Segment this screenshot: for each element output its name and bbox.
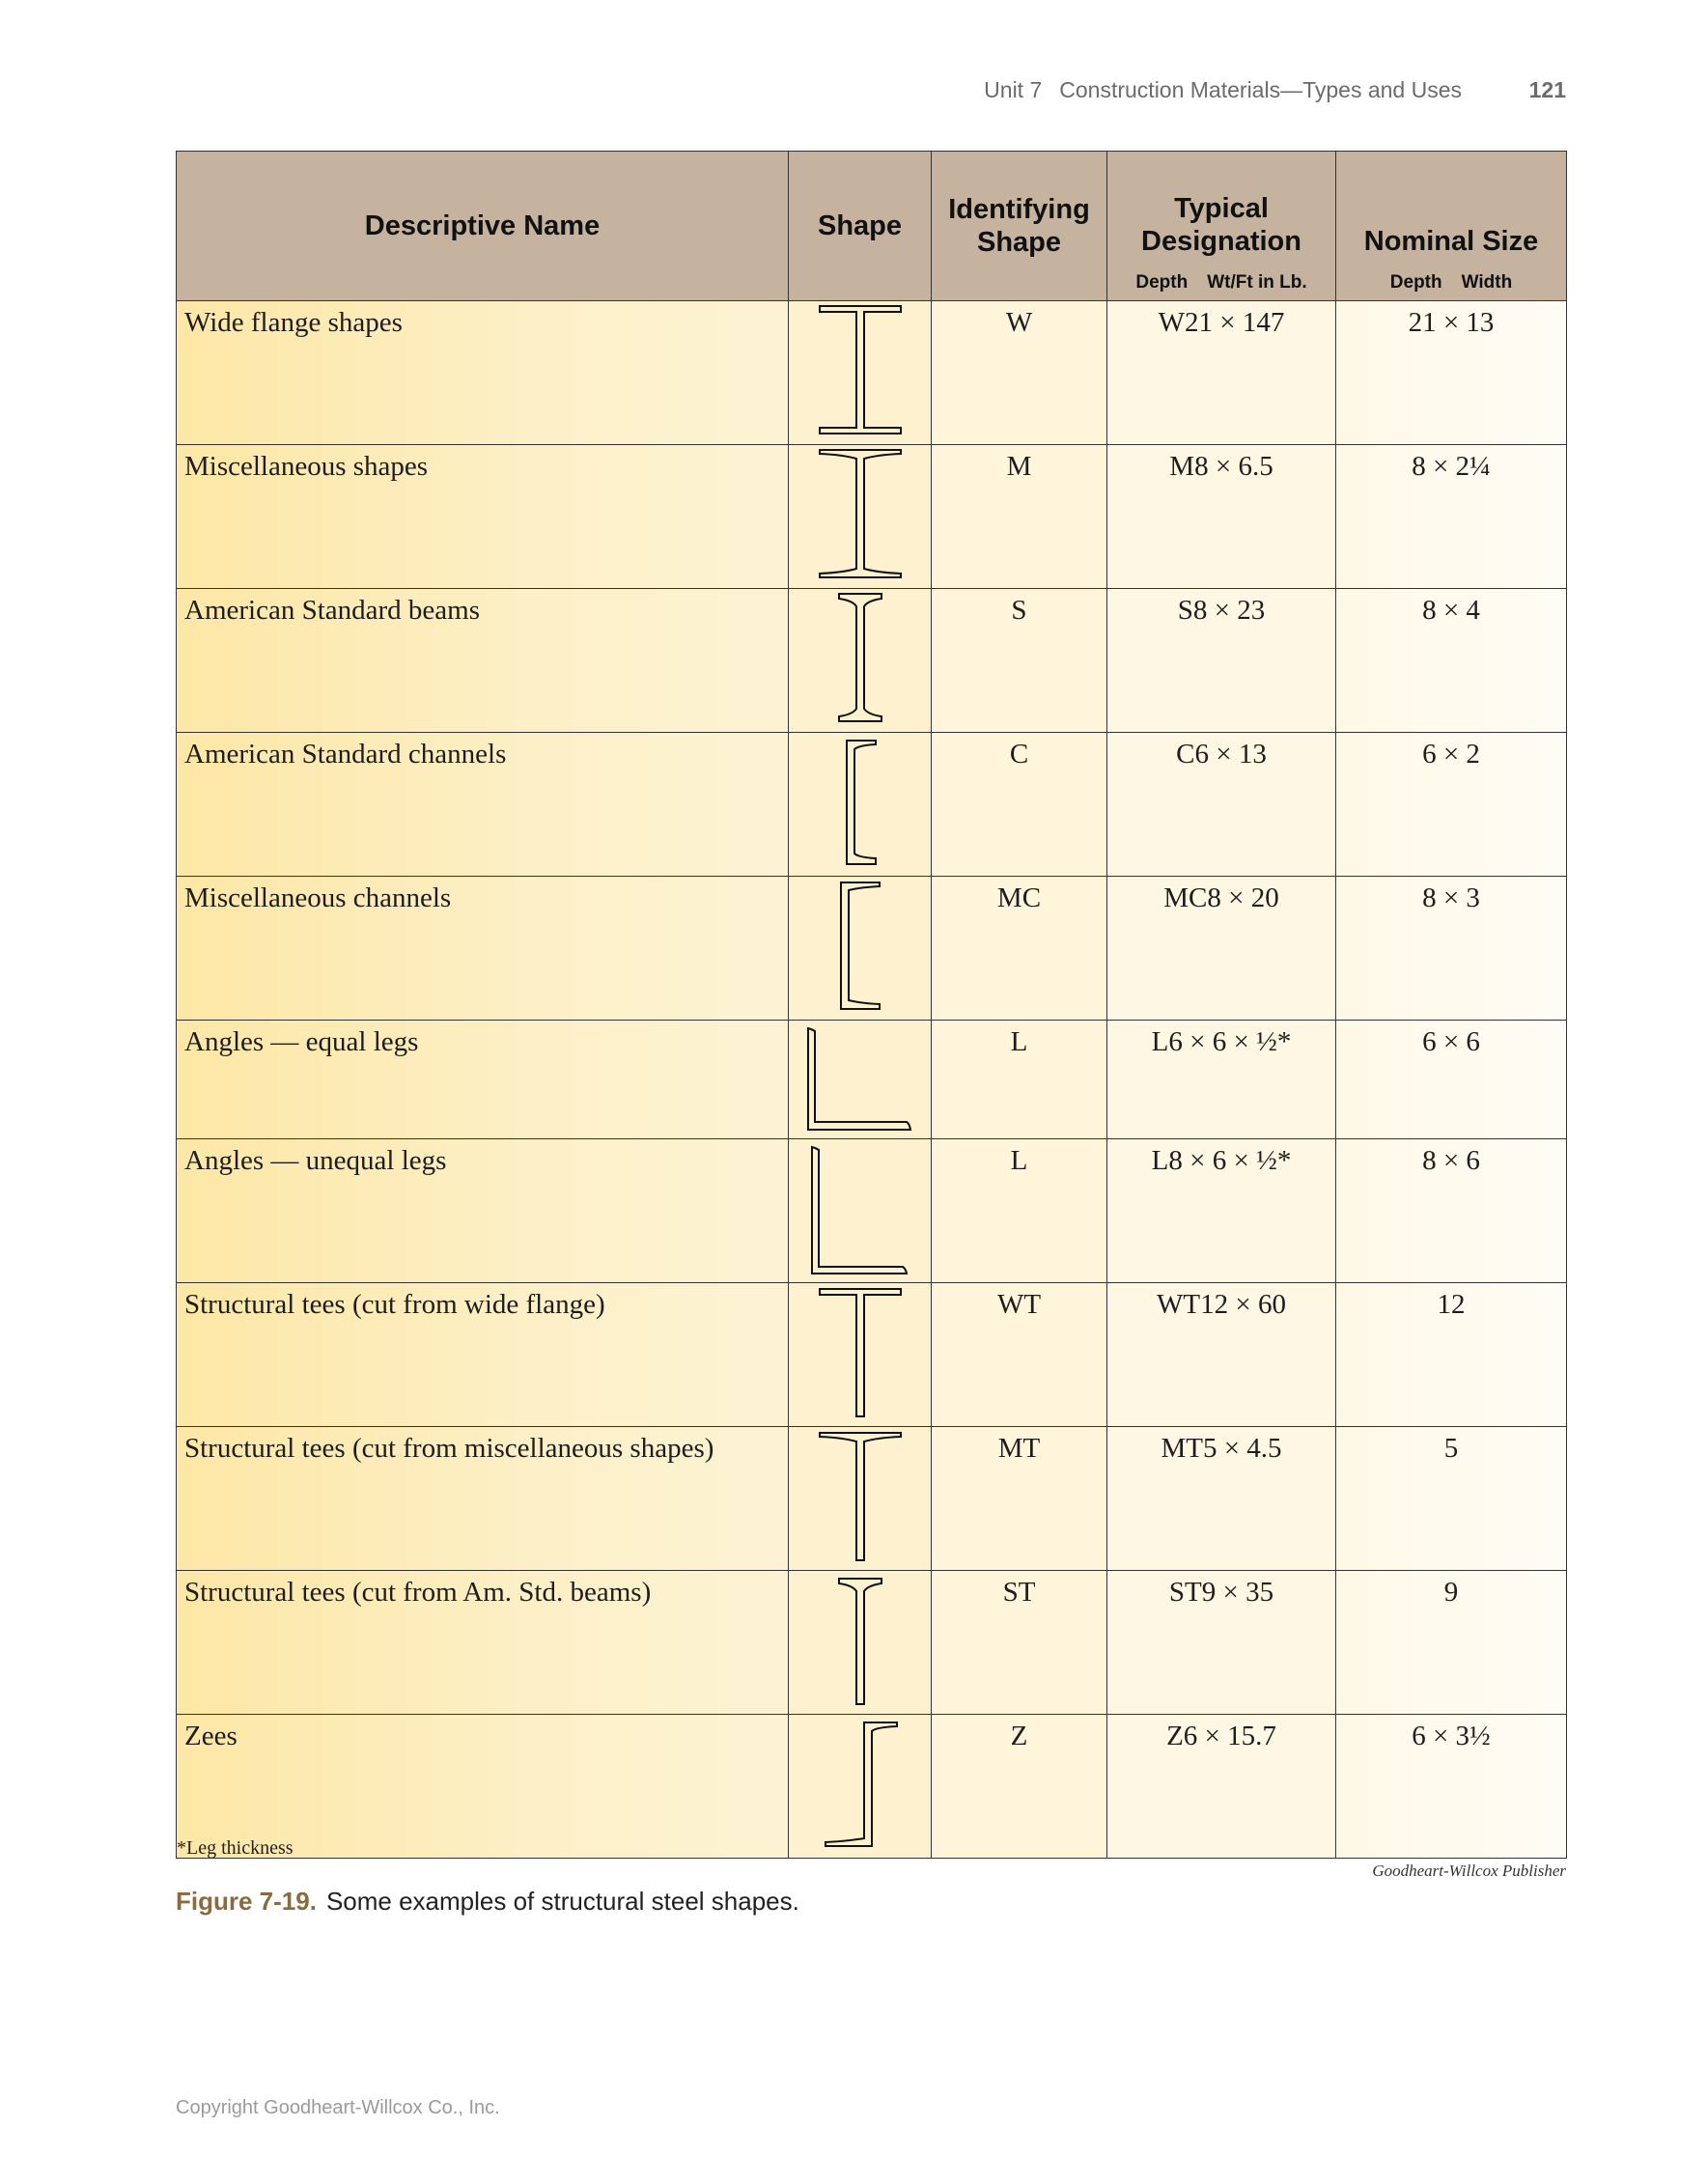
row-code: M — [932, 445, 1107, 589]
row-designation: L6 × 6 × ½* — [1107, 1021, 1336, 1139]
unequal-angle-shape-icon — [789, 1139, 932, 1280]
row-shape-cell — [789, 1283, 932, 1427]
row-name: Miscellaneous shapes — [177, 445, 789, 589]
row-designation: ST9 × 35 — [1107, 1571, 1336, 1715]
header-nominal-subheaders — [1336, 266, 1567, 301]
table-row — [177, 1283, 1567, 1427]
header-identifying-shape — [932, 152, 1107, 301]
publisher-credit: Goodheart-Willcox Publisher — [1372, 1862, 1566, 1880]
figure-label: Figure 7-19. — [176, 1887, 317, 1916]
row-shape-cell — [789, 301, 932, 445]
zee-shape-icon — [789, 1715, 932, 1856]
row-name: Structural tees (cut from Am. Std. beams) — [177, 1571, 789, 1715]
row-name: Miscellaneous channels — [177, 877, 789, 1021]
standard-beam-shape-icon — [789, 589, 932, 730]
table-row — [177, 1021, 1567, 1139]
equal-angle-shape-icon — [789, 1021, 932, 1136]
row-designation: MC8 × 20 — [1107, 877, 1336, 1021]
subheader-nominal-width: Width — [1461, 272, 1513, 293]
row-nominal-size: 8 × 4 — [1336, 589, 1567, 733]
table-row — [177, 1427, 1567, 1571]
subheader-nominal-depth: Depth — [1389, 272, 1442, 293]
row-name: Angles — unequal legs — [177, 1139, 789, 1283]
row-name: Structural tees (cut from wide flange) — [177, 1283, 789, 1427]
row-shape-cell — [789, 1139, 932, 1283]
header-designation-subheaders — [1107, 266, 1336, 301]
miscellaneous-tee-shape-icon — [789, 1427, 932, 1568]
row-name: Wide flange shapes — [177, 301, 789, 445]
row-nominal-size: 6 × 6 — [1336, 1021, 1567, 1139]
table-footnote: *Leg thickness — [177, 1837, 294, 1859]
copyright-notice: Copyright Goodheart-Willcox Co., Inc. — [176, 2097, 500, 2118]
running-head-unit: Unit 7 — [984, 77, 1043, 102]
row-shape-cell — [789, 445, 932, 589]
row-designation: MT5 × 4.5 — [1107, 1427, 1336, 1571]
table-row — [177, 445, 1567, 589]
row-shape-cell — [789, 1427, 932, 1571]
row-shape-cell — [789, 1571, 932, 1715]
header-typical-designation — [1107, 152, 1336, 266]
row-code: ST — [932, 1571, 1107, 1715]
row-code: MC — [932, 877, 1107, 1021]
row-nominal-size: 6 × 2 — [1336, 733, 1567, 877]
wide-flange-tee-shape-icon — [789, 1283, 932, 1424]
row-name: Angles — equal legs — [177, 1021, 789, 1139]
table-row — [177, 589, 1567, 733]
row-nominal-size: 6 × 3½ — [1336, 1715, 1567, 1859]
header-typical-designation-label: Typical Designation — [1141, 193, 1301, 257]
row-name: Zees — [177, 1715, 789, 1859]
subheader-weight-per-foot: Wt/Ft in Lb. — [1207, 272, 1307, 293]
standard-channel-shape-icon — [789, 733, 932, 874]
row-nominal-size: 21 × 13 — [1336, 301, 1567, 445]
row-name: American Standard beams — [177, 589, 789, 733]
standard-beam-tee-shape-icon — [789, 1571, 932, 1712]
row-nominal-size: 8 × 3 — [1336, 877, 1567, 1021]
row-shape-cell — [789, 1021, 932, 1139]
row-code: S — [932, 589, 1107, 733]
row-designation: S8 × 23 — [1107, 589, 1336, 733]
row-name: American Standard channels — [177, 733, 789, 877]
table-row — [177, 733, 1567, 877]
row-designation: Z6 × 15.7 — [1107, 1715, 1336, 1859]
wide-flange-shape-icon — [789, 301, 932, 442]
row-code: L — [932, 1021, 1107, 1139]
row-shape-cell — [789, 1715, 932, 1859]
row-code: L — [932, 1139, 1107, 1283]
row-designation: M8 × 6.5 — [1107, 445, 1336, 589]
figure-caption-text: Some examples of structural steel shapes. — [325, 1887, 799, 1916]
row-code: W — [932, 301, 1107, 445]
row-designation: C6 × 13 — [1107, 733, 1336, 877]
row-code: MT — [932, 1427, 1107, 1571]
structural-steel-shapes-table — [176, 151, 1567, 1859]
table-row — [177, 301, 1567, 445]
running-head — [984, 77, 1462, 103]
row-code: C — [932, 733, 1107, 877]
row-shape-cell — [789, 733, 932, 877]
miscellaneous-channel-shape-icon — [789, 877, 932, 1018]
row-nominal-size: 12 — [1336, 1283, 1567, 1427]
header-identifying-shape-label: Identifying Shape — [948, 194, 1090, 258]
figure-caption — [176, 1887, 799, 1917]
row-shape-cell — [789, 589, 932, 733]
table-row — [177, 1715, 1567, 1859]
row-nominal-size: 5 — [1336, 1427, 1567, 1571]
row-code: WT — [932, 1283, 1107, 1427]
row-nominal-size: 8 × 2¼ — [1336, 445, 1567, 589]
row-designation: W21 × 147 — [1107, 301, 1336, 445]
subheader-depth: Depth — [1135, 272, 1189, 293]
row-nominal-size: 9 — [1336, 1571, 1567, 1715]
running-head-title: Construction Materials—Types and Uses — [1059, 77, 1462, 102]
row-nominal-size: 8 × 6 — [1336, 1139, 1567, 1283]
row-designation: WT12 × 60 — [1107, 1283, 1336, 1427]
table-row — [177, 1139, 1567, 1283]
miscellaneous-shape-icon — [789, 445, 932, 586]
row-code: Z — [932, 1715, 1107, 1859]
page-number: 121 — [1528, 77, 1566, 102]
header-nominal-size: Nominal Size — [1336, 152, 1567, 266]
row-designation: L8 × 6 × ½* — [1107, 1139, 1336, 1283]
table-row — [177, 877, 1567, 1021]
table-row — [177, 1571, 1567, 1715]
row-shape-cell — [789, 877, 932, 1021]
header-descriptive-name: Descriptive Name — [177, 152, 789, 301]
row-name: Structural tees (cut from miscellaneous shapes) — [177, 1427, 789, 1571]
header-shape: Shape — [789, 152, 932, 301]
